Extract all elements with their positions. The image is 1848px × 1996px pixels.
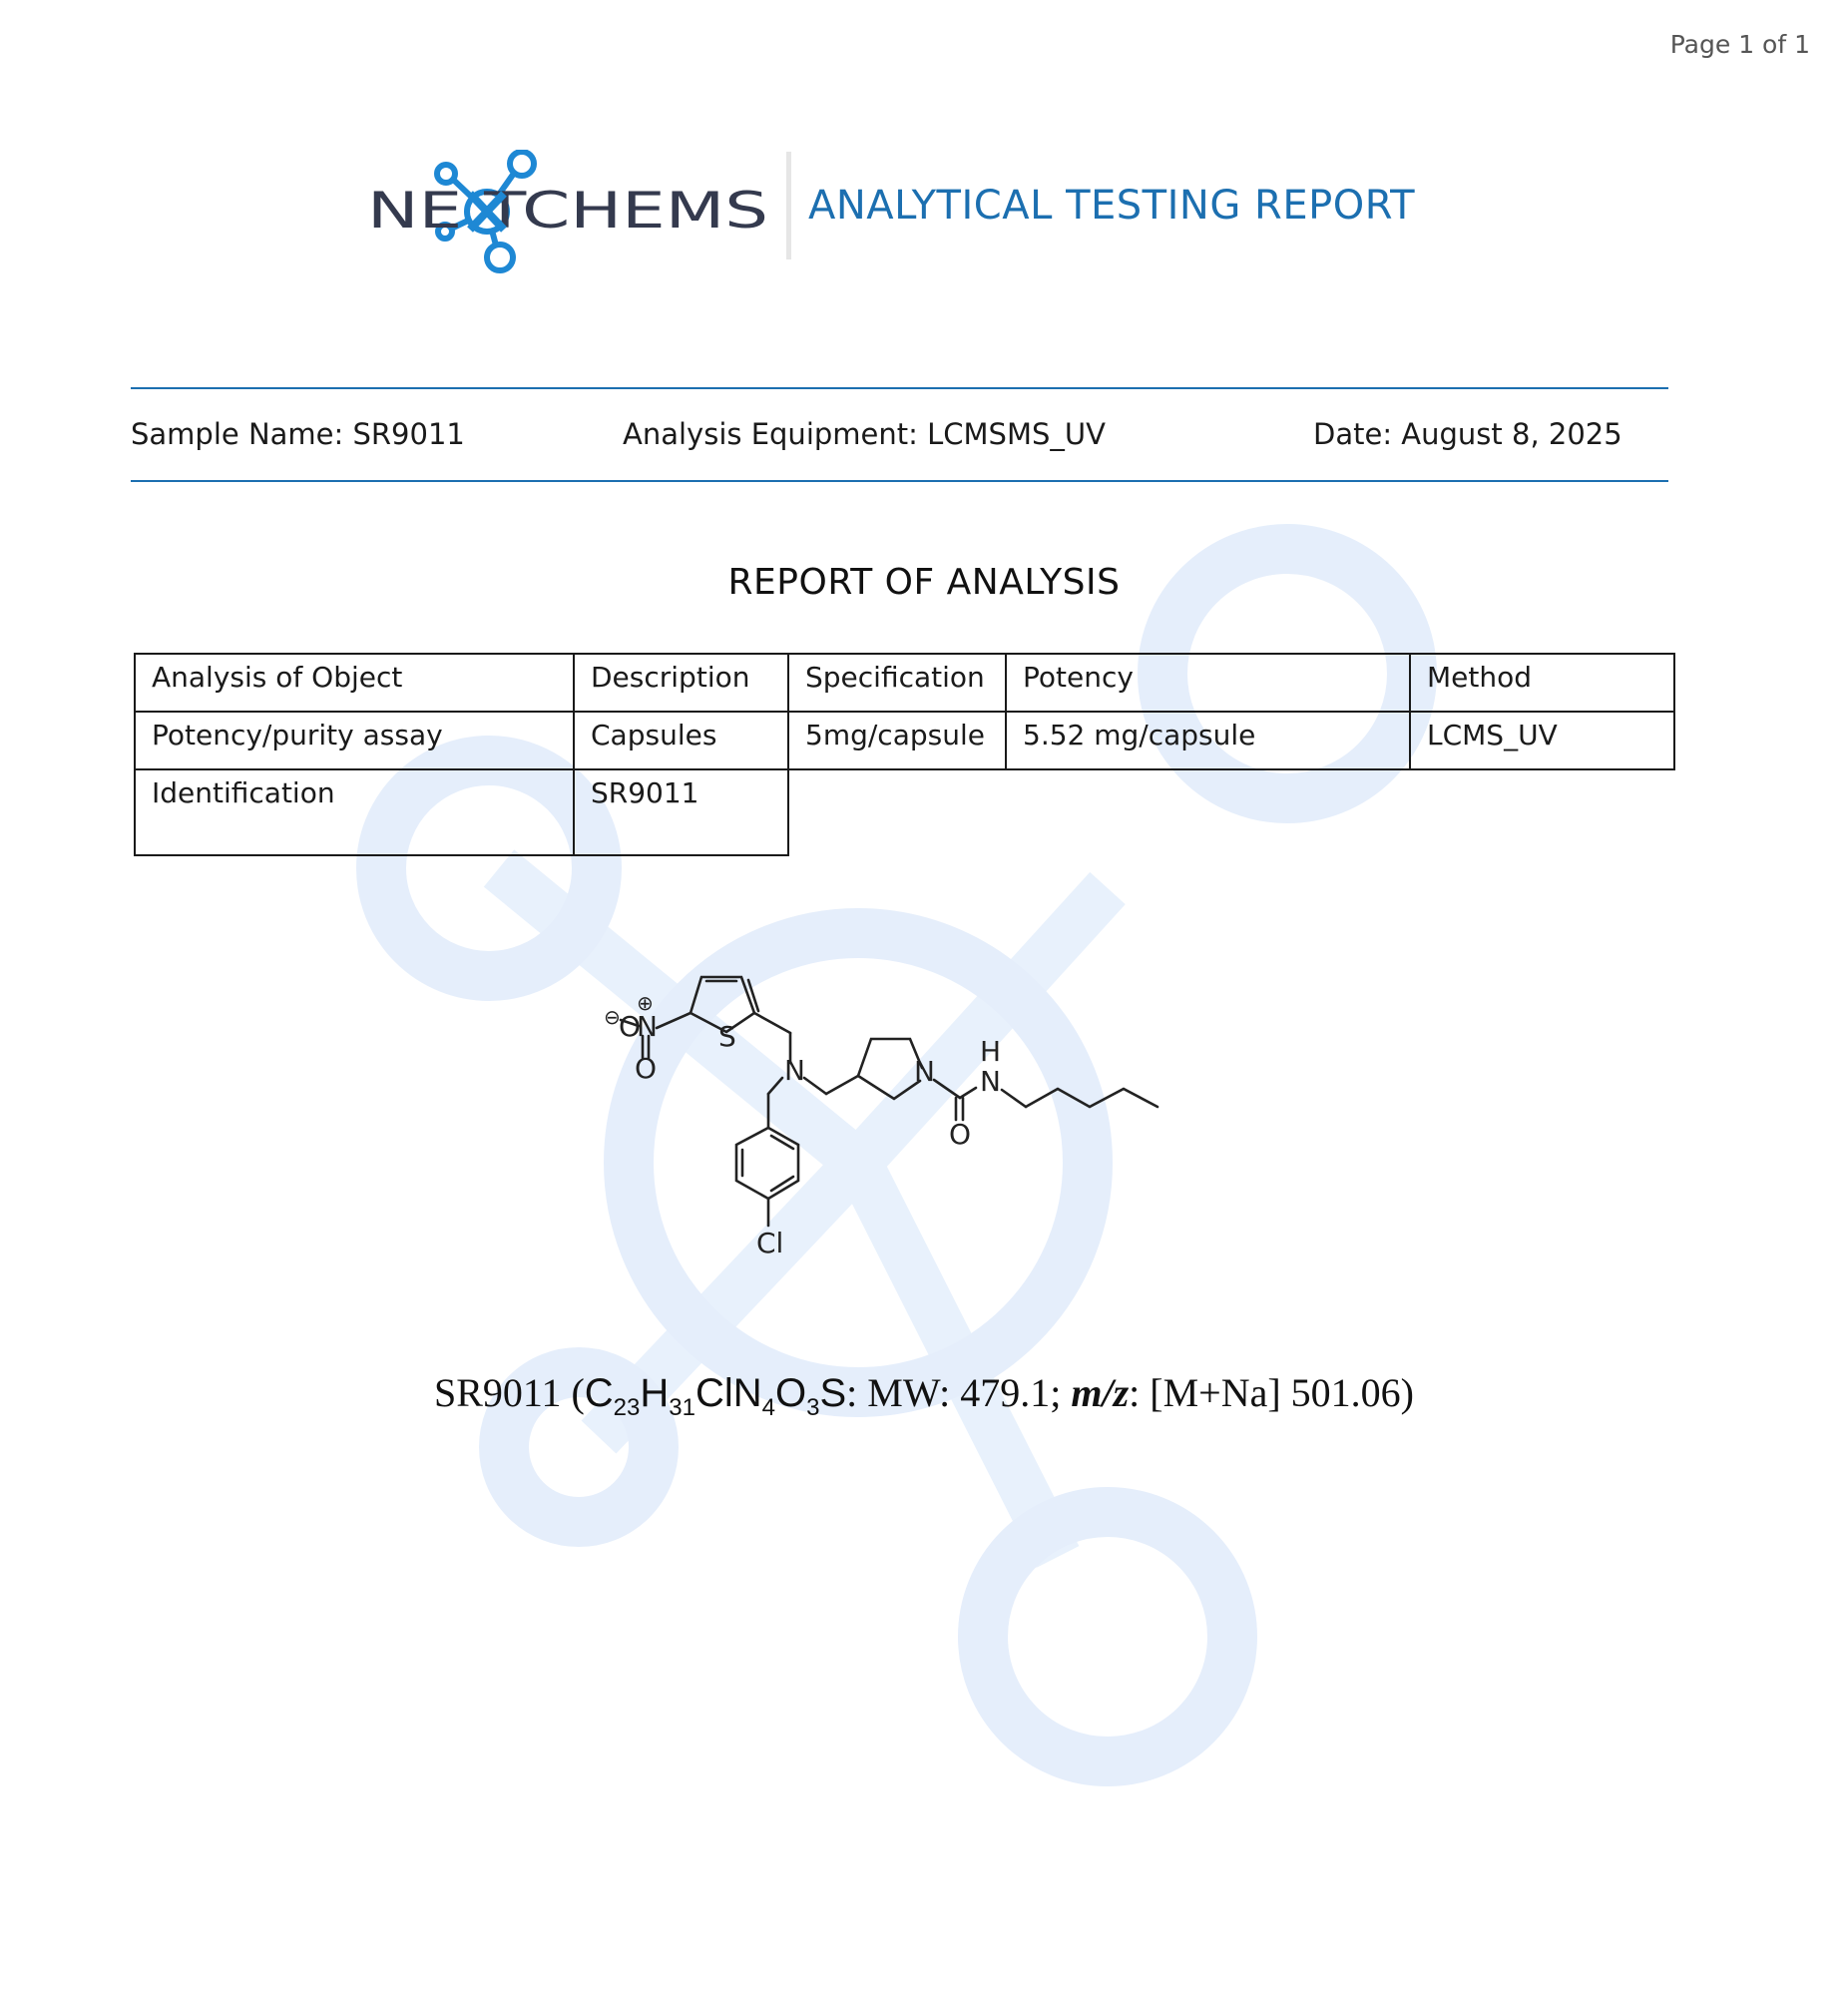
table-header-cell: Method xyxy=(1410,654,1674,712)
table-header-row xyxy=(135,654,1674,712)
svg-text:NE TCHEMS: NE TCHEMS xyxy=(367,182,768,240)
table-header-cell: Specification xyxy=(788,654,1006,712)
table-empty-cell xyxy=(788,769,1674,855)
analysis-equipment: Analysis Equipment: LCMSMS_UV xyxy=(623,417,1106,451)
report-title: ANALYTICAL TESTING REPORT xyxy=(808,183,1416,229)
formula-o: O xyxy=(774,1371,807,1415)
atom-label: O xyxy=(619,1010,642,1043)
table-cell: 5.52 mg/capsule xyxy=(1006,712,1410,769)
table-header-cell: Description xyxy=(574,654,788,712)
table-row xyxy=(135,769,1674,855)
formula-h-count: 31 xyxy=(669,1394,695,1421)
atom-label: N xyxy=(784,1054,805,1087)
atom-label: N xyxy=(980,1065,1001,1098)
results-table xyxy=(134,653,1675,856)
logo-divider xyxy=(786,152,791,259)
molecular-formula xyxy=(0,1369,1848,1422)
atom-label: O xyxy=(949,1118,972,1151)
header-rule-bottom xyxy=(131,480,1668,482)
header-rule-top xyxy=(131,387,1668,389)
formula-c: C xyxy=(584,1371,614,1415)
table-cell: Capsules xyxy=(574,712,788,769)
atom-label: S xyxy=(718,1020,736,1053)
formula-n-count: 4 xyxy=(761,1394,775,1421)
atom-label: N xyxy=(914,1055,935,1088)
table-cell: Potency/purity assay xyxy=(135,712,574,769)
atom-label: Cl xyxy=(756,1227,784,1259)
atom-label: H xyxy=(980,1035,1002,1068)
nextchems-logo xyxy=(367,150,786,279)
table-cell: SR9011 xyxy=(574,769,788,855)
page-number: Page 1 of 1 xyxy=(1669,30,1810,59)
table-cell: 5mg/capsule xyxy=(788,712,1006,769)
formula-mw: : MW: 479.1; xyxy=(846,1370,1072,1415)
chemical-structure xyxy=(559,948,1317,1327)
section-title: REPORT OF ANALYSIS xyxy=(727,562,1121,603)
sample-name: Sample Name: SR9011 xyxy=(131,417,465,451)
formula-c-count: 23 xyxy=(613,1394,641,1421)
table-row xyxy=(135,712,1674,769)
atom-label: ⊕ xyxy=(637,991,654,1015)
table-header-cell: Analysis of Object xyxy=(135,654,574,712)
formula-cln: ClN xyxy=(694,1371,762,1415)
table-header-cell: Potency xyxy=(1006,654,1410,712)
table-cell: Identification xyxy=(135,769,574,855)
atom-label: N xyxy=(637,1010,658,1043)
atom-label: ⊖ xyxy=(604,1005,621,1029)
formula-s: S xyxy=(819,1371,847,1415)
formula-o-count: 3 xyxy=(806,1394,820,1421)
atom-label: O xyxy=(635,1052,658,1085)
report-date: Date: August 8, 2025 xyxy=(1313,417,1622,451)
table-cell: LCMS_UV xyxy=(1410,712,1674,769)
formula-name: SR9011 ( xyxy=(434,1370,585,1415)
formula-adduct: : [M+Na] 501.06) xyxy=(1129,1370,1414,1415)
formula-mz: m/z xyxy=(1071,1370,1130,1415)
formula-h: H xyxy=(640,1371,670,1415)
